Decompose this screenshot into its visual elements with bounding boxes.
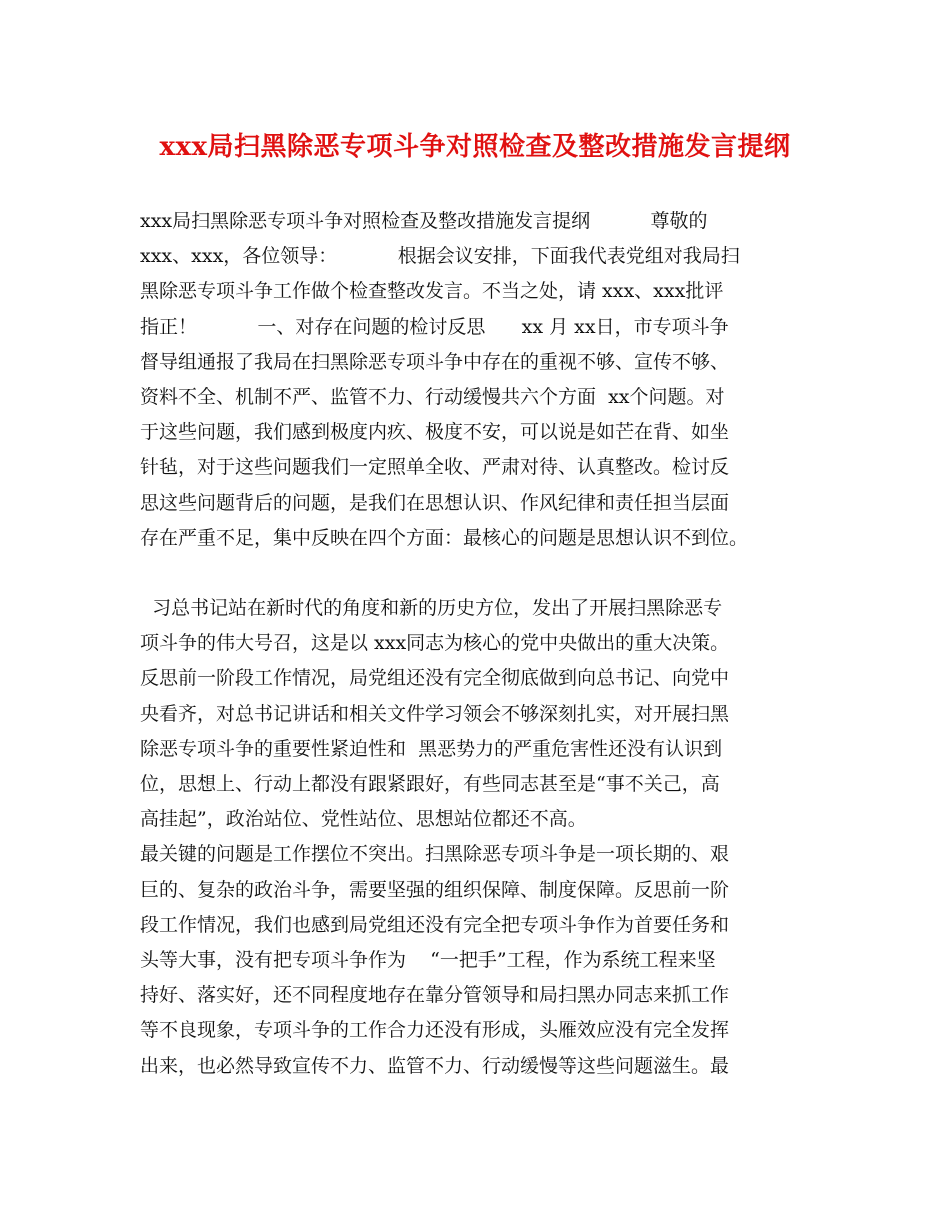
text-line: 头等大事，没有把专项斗争作为 “一把手”工程，作为系统工程来坚 [140, 948, 716, 971]
text-line: 黑除恶专项斗争工作做个检查整改发言。不当之处，请 xxx、xxx批评 [140, 280, 724, 303]
text-line: 指正！ 一、对存在问题的检讨反思 xx 月 xx日，市专项斗争 [140, 315, 729, 338]
document-body [140, 204, 826, 1084]
text-line: 高挂起”，政治站位、党性站位、思想站位都还不高。 [140, 808, 587, 831]
text-line: 思这些问题背后的问题，是我们在思想认识、作风纪律和责任担当层面 [140, 491, 730, 514]
text-line: 资料不全、机制不严、监管不力、行动缓慢共六个方面 xx个问题。对 [140, 385, 725, 408]
text-line: 央看齐，对总书记讲话和相关文件学习领会不够深刻扎实，对开展扫黑 [140, 702, 730, 725]
text-line: 等不良现象，专项斗争的工作合力还没有形成，头雁效应没有完全发挥 [140, 1019, 730, 1042]
text-line: 位，思想上、行动上都没有跟紧跟好，有些同志甚至是“事不关己，高 [140, 773, 720, 795]
text-line: xxx、xxx，各位领导： 根据会议安排，下面我代表党组对我局扫 [140, 245, 740, 268]
document-title: xxx局扫黑除恶专项斗争对照检查及整改措施发言提纲 [159, 132, 791, 162]
text-line: 存在严重不足，集中反映在四个方面：最核心的问题是思想认识不到位。 [140, 526, 749, 549]
text-line: 针毡，对于这些问题我们一定照单全收、严肃对待、认真整改。检讨反 [140, 456, 730, 479]
text-line: 持好、落实好，还不同程度地存在靠分管领导和局扫黑办同志来抓工作 [140, 984, 730, 1007]
text-line: 督导组通报了我局在扫黑除恶专项斗争中存在的重视不够、宣传不够、 [140, 350, 730, 373]
text-line: 于这些问题，我们感到极度内疚、极度不安，可以说是如芒在背、如坐 [140, 421, 730, 444]
text-line: 项斗争的伟大号召，这是以 xxx同志为核心的党中央做出的重大决策。 [140, 632, 730, 655]
paragraph-gap [140, 556, 826, 591]
text-line: xxx局扫黑除恶专项斗争对照检查及整改措施发言提纲 尊敬的 [140, 210, 708, 232]
text-line: 出来，也必然导致宣传不力、监管不力、行动缓慢等这些问题滋生。最 [140, 1054, 730, 1077]
text-line: 最关键的问题是工作摆位不突出。扫黑除恶专项斗争是一项长期的、艰 [140, 843, 730, 866]
text-line: 巨的、复杂的政治斗争，需要坚强的组织保障、制度保障。反思前一阶 [140, 878, 730, 901]
text-line: 习总书记站在新时代的角度和新的历史方位，发出了开展扫黑除恶专 [140, 597, 723, 620]
text-line: 段工作情况，我们也感到局党组还没有完全把专项斗争作为首要任务和 [140, 913, 730, 936]
text-line: 反思前一阶段工作情况，局党组还没有完全彻底做到向总书记、向党中 [140, 667, 730, 690]
text-line: 除恶专项斗争的重要性紧迫性和 黑恶势力的严重危害性还没有认识到 [140, 737, 723, 760]
